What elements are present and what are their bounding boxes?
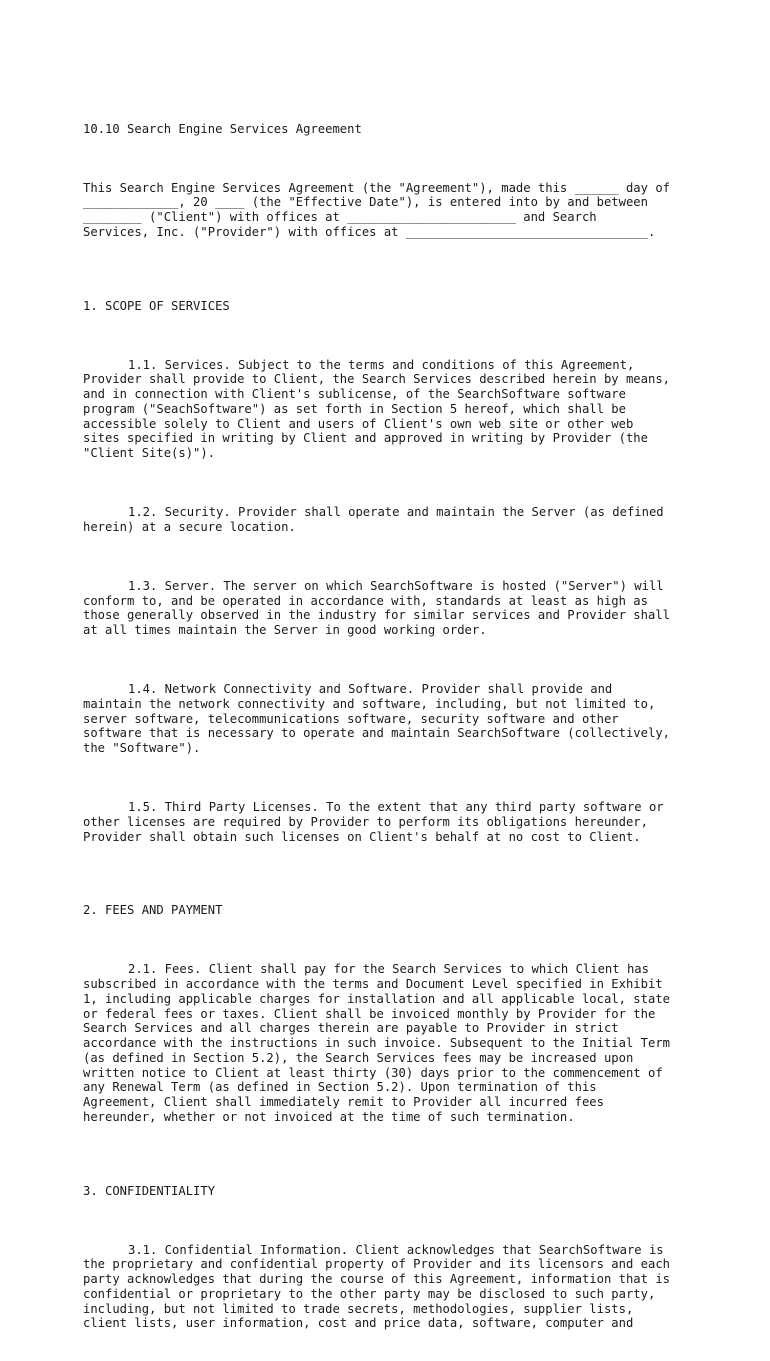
document-page xyxy=(83,92,703,1361)
section-heading-fees: 2. FEES AND PAYMENT xyxy=(83,903,223,918)
clause-3-1: 3.1. Confidential Information. Client acknowledges that SearchSoftware is the proprietary and confidential property of Provider and its licensors and each party acknowledges that during the course of this Agreement, information that is confidential or proprietary to the other party may be disclosed to such party, including, but not limited to trade secrets, methodologies, supplier lists, client lists, user information, cost and price data, software, computer and xyxy=(83,1242,670,1331)
document-title: 10.10 Search Engine Services Agreement xyxy=(83,121,362,136)
clause-1-3: 1.3. Server. The server on which SearchSoftware is hosted ("Server") will conform to, and be operated in accordance with, standards at least as high as those generally observed in the industry for similar services and Provider shall at all times maintain the Server in good working order. xyxy=(83,578,670,637)
clause-1-1: 1.1. Services. Subject to the terms and conditions of this Agreement, Provider shall provide to Client, the Search Services described herein by means, and in connection with Client's sublicense, of the SearchSoftware software program ("SeachSoftware") as set forth in Section 5 hereof, which shall be accessible solely to Client and users of Client's own web site or other web sites specified in writing by Client and approved in writing by Provider (the "Client Site(s)"). xyxy=(83,357,670,460)
clause-2-1: 2.1. Fees. Client shall pay for the Search Services to which Client has subscribed in accordance with the terms and Document Level specified in Exhibit 1, including applicable charges for installation and all applicable local, state or federal fees or taxes. Client shall be invoiced monthly by Provider for the Search Services and all charges therein are payable to Provider in strict accordance with the instructions in such invoice. Subsequent to the Initial Term (as defined in Section 5.2), the Search Services fees may be increased upon written notice to Client at least thirty (30) days prior to the commencement of any Renewal Term (as defined in Section 5.2). Upon termination of this Agreement, Client shall immediately remit to Provider all incurred fees hereunder, whether or not invoiced at the time of such termination. xyxy=(83,962,670,1124)
clause-1-5: 1.5. Third Party Licenses. To the extent that any third party software or other licenses are required by Provider to perform its obligations hereunder, Provider shall obtain such licenses on Client's behalf at no cost to Client. xyxy=(83,800,664,844)
preamble: This Search Engine Services Agreement (the "Agreement"), made this ______ day of _____________, 20 ____ (the "Effective Date"), is entered into by and between ________ ("Client") with offices at _______________________ and Search Services, Inc. ("Provider") with offices at _________________________________. xyxy=(83,180,670,239)
clause-1-2: 1.2. Security. Provider shall operate and maintain the Server (as defined herein) at a secure location. xyxy=(83,505,664,534)
section-heading-confidentiality: 3. CONFIDENTIALITY xyxy=(83,1183,216,1198)
section-heading-scope: 1. SCOPE OF SERVICES xyxy=(83,298,230,313)
clause-1-4: 1.4. Network Connectivity and Software. Provider shall provide and maintain the network connectivity and software, including, but not limited to, server software, telecommunications software, security software and other software that is necessary to operate and maintain SearchSoftware (collectively, the "Software"). xyxy=(83,682,670,755)
